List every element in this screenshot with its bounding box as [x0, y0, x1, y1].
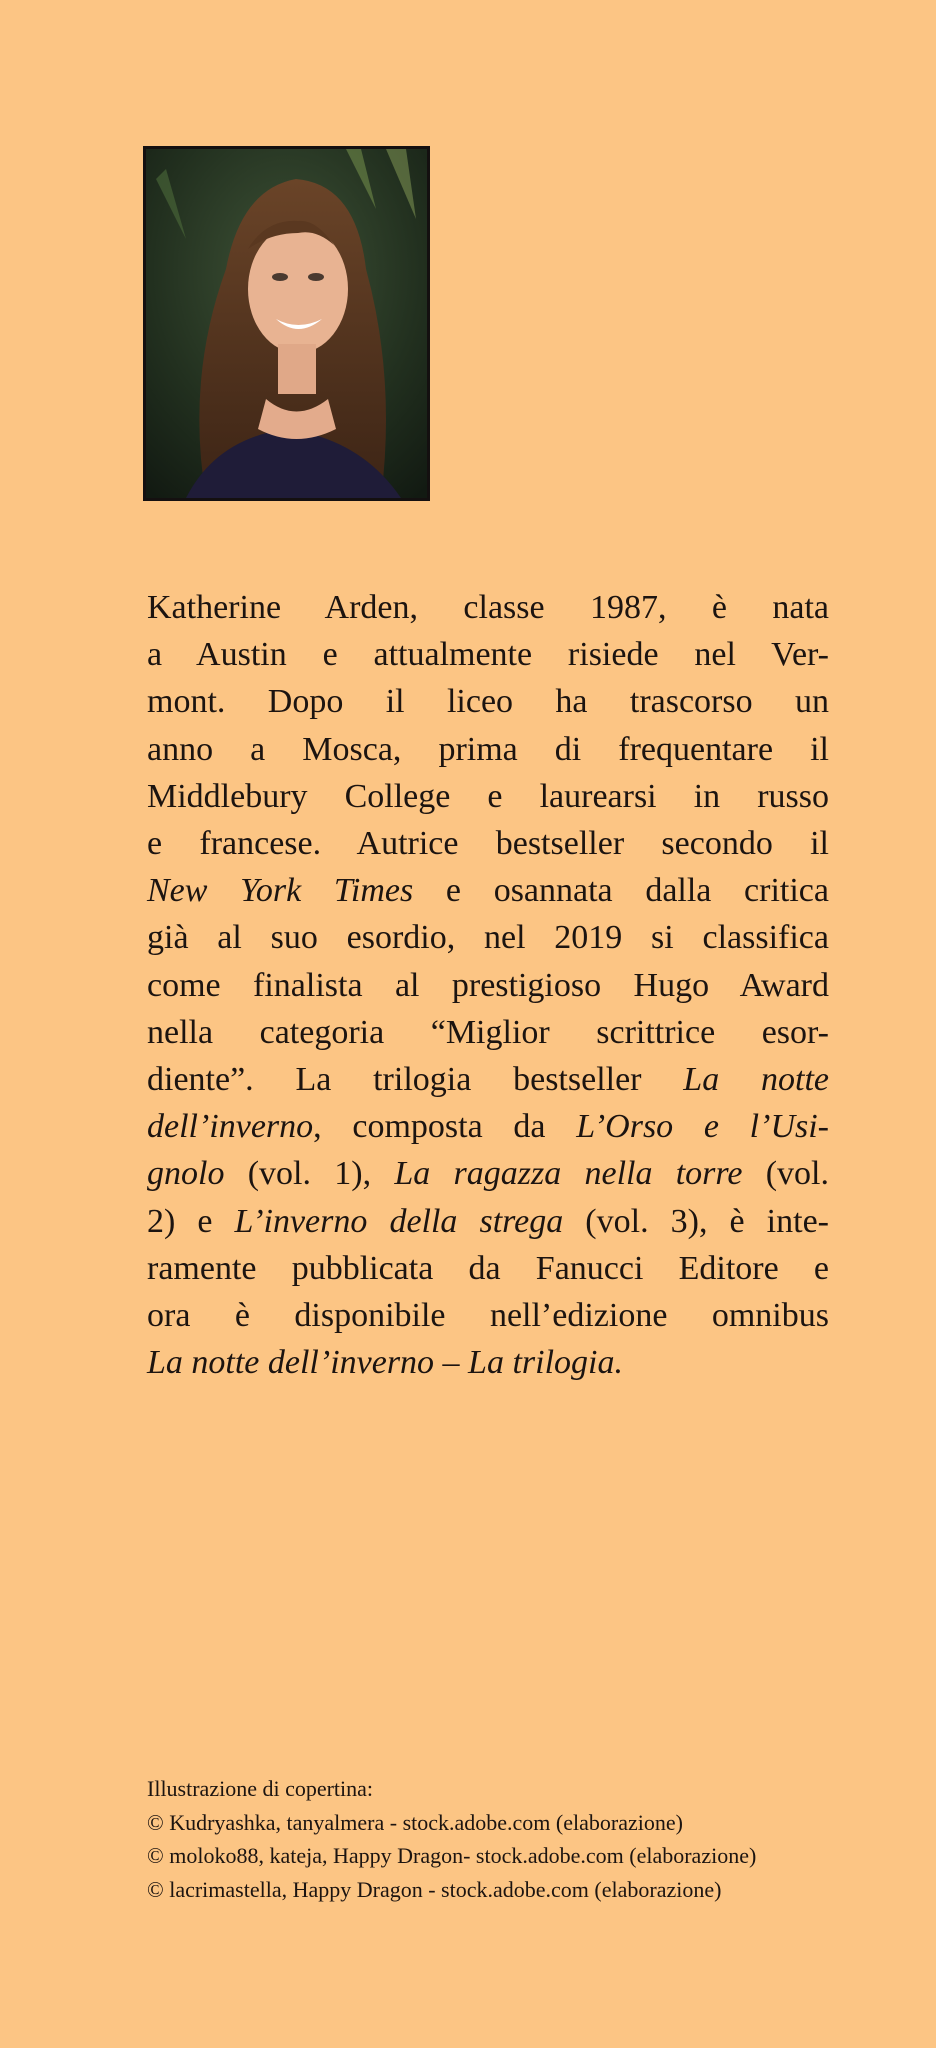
- bio-line: [147, 867, 829, 914]
- author-portrait-image: [146, 149, 427, 498]
- bio-text: nella categoria “Miglior scrittrice esor-: [147, 1013, 829, 1051]
- bio-text: ramente pubblicata da Fanucci Editore e: [147, 1249, 829, 1287]
- bio-line: [147, 678, 829, 725]
- credit-line: © lacrimastella, Happy Dragon - stock.adobe.com (elaborazione): [147, 1876, 722, 1902]
- bio-italic-text: New York Times: [147, 872, 414, 910]
- bio-text: come finalista al prestigioso Hugo Award: [147, 966, 829, 1004]
- bio-text: Middlebury College e laurearsi in russo: [147, 777, 829, 815]
- bio-line: [147, 1339, 829, 1386]
- bio-text: (vol.: [742, 1155, 830, 1193]
- bio-line: [147, 820, 829, 867]
- bio-text: e osannata dalla critica: [413, 872, 829, 910]
- bio-text: Katherine Arden, classe 1987, è nata: [147, 589, 829, 626]
- bio-italic-text: La notte: [683, 1061, 829, 1099]
- bio-italic-text: gnolo: [147, 1155, 225, 1193]
- bio-line: [147, 914, 829, 961]
- author-biography: [147, 584, 829, 1386]
- bio-line: [147, 773, 829, 820]
- bio-italic-text: L’inverno della strega: [234, 1202, 564, 1240]
- bio-italic-text: L’Orso e l’Usi-: [576, 1108, 829, 1146]
- bio-line: [147, 1009, 829, 1056]
- bio-italic-text: La notte dell’inverno – La trilogia.: [147, 1344, 623, 1382]
- bio-text: diente”. La trilogia bestseller: [147, 1061, 684, 1099]
- bio-line: [147, 584, 829, 631]
- bio-line: [147, 631, 829, 678]
- bio-line: [147, 1103, 829, 1150]
- bio-line: [147, 1198, 829, 1245]
- credits-heading: Illustrazione di copertina:: [147, 1776, 374, 1801]
- credit-line: © Kudryashka, tanyalmera - stock.adobe.com (elaborazione): [147, 1809, 683, 1835]
- bio-text: mont. Dopo il liceo ha trascorso un: [147, 683, 829, 721]
- bio-text: (vol. 1),: [224, 1155, 395, 1193]
- credit-line: © moloko88, kateja, Happy Dragon- stock.adobe.com (elaborazione): [147, 1843, 757, 1868]
- bio-text: ora è disponibile nell’edizione omnibus: [147, 1297, 829, 1335]
- bio-line: [147, 1245, 829, 1292]
- bio-text: 2) e: [147, 1202, 235, 1240]
- bio-text: (vol. 3), è inte-: [563, 1202, 829, 1240]
- bio-line: [147, 1292, 829, 1339]
- bio-italic-text: dell’inverno: [147, 1108, 314, 1146]
- bio-line: [147, 1056, 829, 1103]
- bio-text: già al suo esordio, nel 2019 si classifica: [147, 919, 829, 957]
- bio-text: e francese. Autrice bestseller secondo il: [147, 825, 829, 863]
- bio-italic-text: La ragazza nella torre: [394, 1155, 743, 1193]
- author-photo: [143, 146, 430, 501]
- bio-line: [147, 726, 829, 773]
- bio-text: anno a Mosca, prima di frequentare il: [147, 730, 829, 768]
- bio-line: [147, 962, 829, 1009]
- cover-illustration-credits: [147, 1772, 847, 1906]
- bio-text: a Austin e attualmente risiede nel Ver-: [147, 636, 829, 674]
- bio-line: [147, 1150, 829, 1197]
- bio-text: , composta da: [313, 1108, 577, 1146]
